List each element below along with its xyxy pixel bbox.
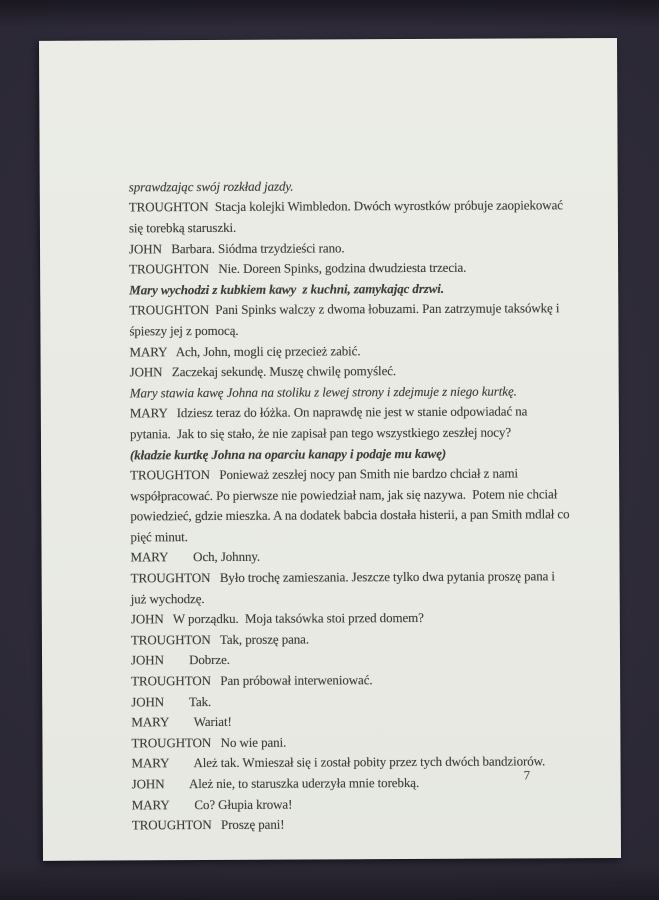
- script-line: MARY Och, Johnny.: [130, 549, 261, 565]
- script-line: pytania. Jak to się stało, że nie zapisał pan tego wszystkiego zeszłej nocy?: [129, 424, 512, 442]
- script-line: (kładzie kurtkę Johna na oparciu kanapy i podaje mu kawę): [129, 445, 447, 462]
- page-number: 7: [523, 767, 531, 783]
- script-line: powiedzieć, gdzie mieszka. A na dodatek babcia dostała histerii, a pan Smith mdlał co: [130, 506, 570, 524]
- script-line: JOHN Tak.: [131, 693, 212, 710]
- script-line: TROUGHTON No wie pani.: [131, 734, 287, 751]
- script-line: MARY Wariat!: [131, 714, 232, 730]
- script-line: współpracować. Po pierwsze nie powiedział nam, jak się nazywa. Potem nie chciał: [130, 485, 558, 504]
- script-line: TROUGHTON Stacja kolejki Wimbledon. Dwóch wyrostków próbuje zaopiekować: [128, 197, 563, 215]
- script-line: JOHN Barbara. Siódma trzydzieści rano.: [128, 239, 345, 256]
- script-line: już wychodzę.: [130, 590, 205, 607]
- script-line: MARY Ach, John, mogli cię przecież zabić.: [129, 342, 361, 359]
- script-line: TROUGHTON Ponieważ zeszłej nocy pan Smith nie bardzo chciał z nami: [130, 465, 519, 483]
- script-line: MARY Idziesz teraz do łóżka. On naprawdę nie jest w stanie odpowiadać na: [129, 403, 528, 421]
- script-line: śpieszy jej z pomocą.: [129, 322, 239, 339]
- script-line: TROUGHTON Tak, proszę pana.: [130, 631, 310, 648]
- script-line: JOHN Dobrze.: [130, 652, 230, 668]
- script-line: Mary wychodzi z kubkiem kawy z kuchni, zamykając drzwi.: [129, 280, 444, 298]
- script-line: pięć minut.: [130, 528, 188, 545]
- script-line: TROUGHTON Pan próbował interweniować.: [131, 672, 373, 689]
- script-line: MARY Co? Głupia krowa!: [131, 796, 293, 812]
- script-line: JOHN W porządku. Moja taksówka stoi przed domem?: [130, 610, 424, 627]
- script-line: TROUGHTON Nie. Doreen Spinks, godzina dwudziesta trzecia.: [129, 259, 467, 277]
- script-text: [128, 113, 570, 836]
- script-line: Mary stawia kawę Johna na stoliku z lewej strony i zdejmuje z niego kurtkę.: [129, 383, 517, 401]
- script-line: TROUGHTON Było trochę zamieszania. Jeszcze tylko dwa pytania proszę pana i: [130, 568, 555, 586]
- script-line: TROUGHTON Proszę pani!: [131, 816, 285, 833]
- script-line: JOHN Zaczekaj sekundę. Muszę chwilę pomyśleć.: [129, 363, 397, 380]
- script-line: TROUGHTON Pani Spinks walczy z dwoma łobuzami. Pan zatrzymuje taksówkę i: [129, 300, 560, 318]
- script-line: sprawdzając swój rozkład jazdy.: [128, 178, 294, 195]
- script-line: MARY Ależ tak. Wmieszał się i został pobity przez tych dwóch bandziorów.: [131, 753, 546, 771]
- script-line: JOHN Ależ nie, to staruszka uderzyła mnie torebką.: [131, 774, 420, 792]
- script-line: się torebką staruszki.: [128, 219, 237, 236]
- script-page: [39, 38, 621, 861]
